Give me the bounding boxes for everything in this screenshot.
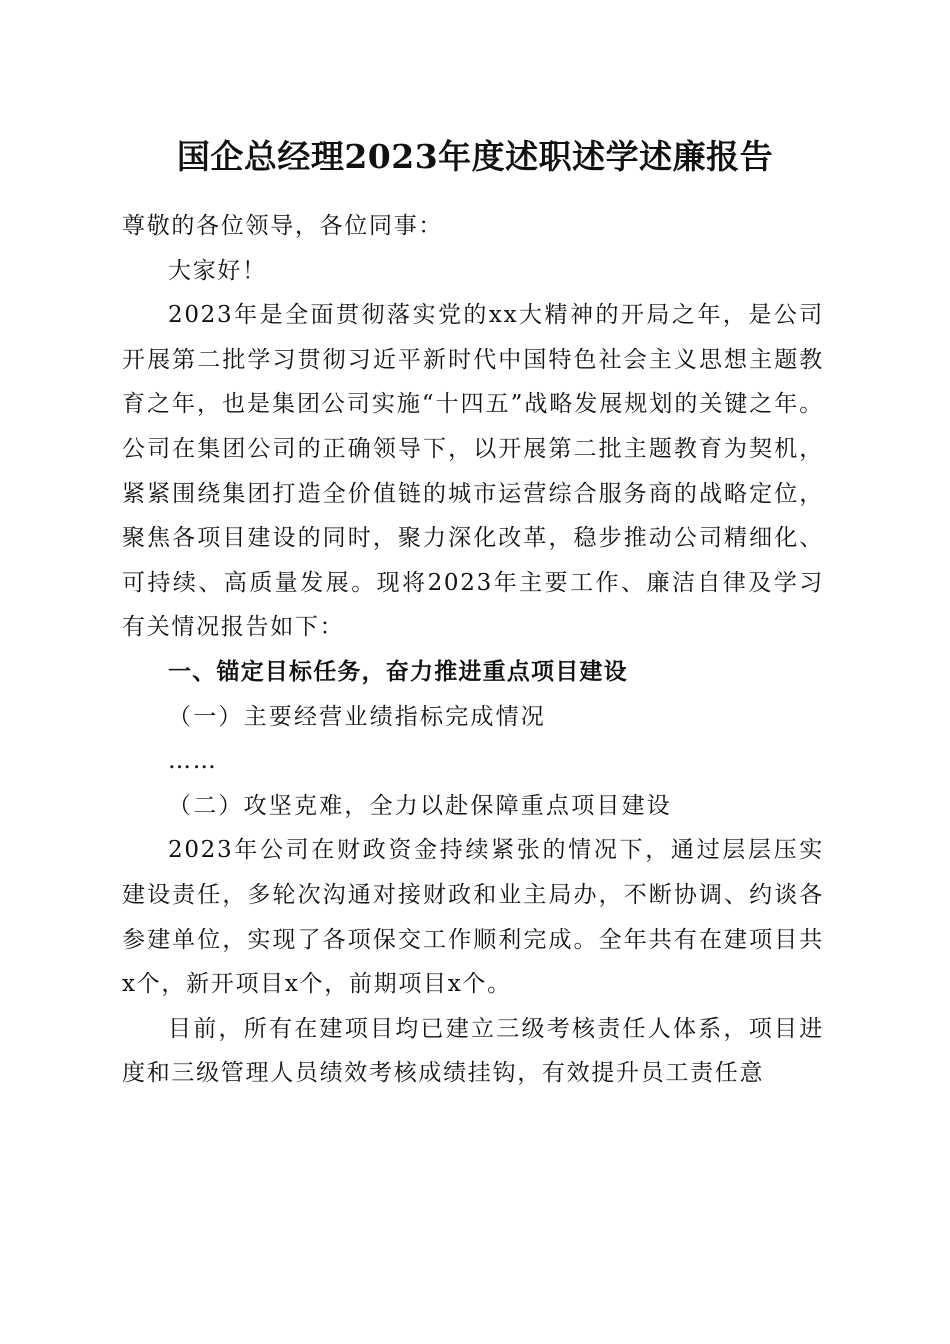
subsection-heading-2: （二）攻坚克难，全力以赴保障重点项目建设 [168, 792, 672, 819]
section-heading-1: 一、锚定目标任务，奋力推进重点项目建设 [168, 658, 628, 685]
document-title: 国企总经理2023年度述职述学述廉报告 [176, 137, 774, 176]
document-body [122, 204, 824, 1096]
ellipsis-line: …… [168, 748, 218, 775]
salutation: 尊敬的各位领导，各位同事： [122, 213, 444, 239]
body-paragraph: 目前，所有在建项目均已建立三级考核责任人体系，项目进度和三级管理人员绩效考核成绩挂钩，有效提升员工责任意 [122, 1015, 824, 1087]
intro-paragraph: 2023年是全面贯彻落实党的xx大精神的开局之年，是公司开展第二批学习贯彻习近平新时代中国特色社会主义思想主题教育之年，也是集团公司实施“十四五”战略发展规划的关键之年。公司在集团公司的正确领导下，以开展第二批主题教育为契机，紧紧围绕集团打造全价值链的城市运营综合服务商的战略定位，聚焦各项目建设的同时，聚力深化改革，稳步推动公司精细化、可持续、高质量发展。现将2023年主要工作、廉洁自律及学习有关情况报告如下： [122, 302, 824, 641]
body-paragraph: 2023年公司在财政资金持续紧张的情况下，通过层层压实建设责任，多轮次沟通对接财政和业主局办，不断协调、约谈各参建单位，实现了各项保交工作顺利完成。全年共有在建项目共x个，新开项目x个，前期项目x个。 [122, 837, 824, 998]
greeting: 大家好！ [168, 257, 267, 284]
subsection-heading-1: （一）主要经营业绩指标完成情况 [168, 703, 546, 730]
